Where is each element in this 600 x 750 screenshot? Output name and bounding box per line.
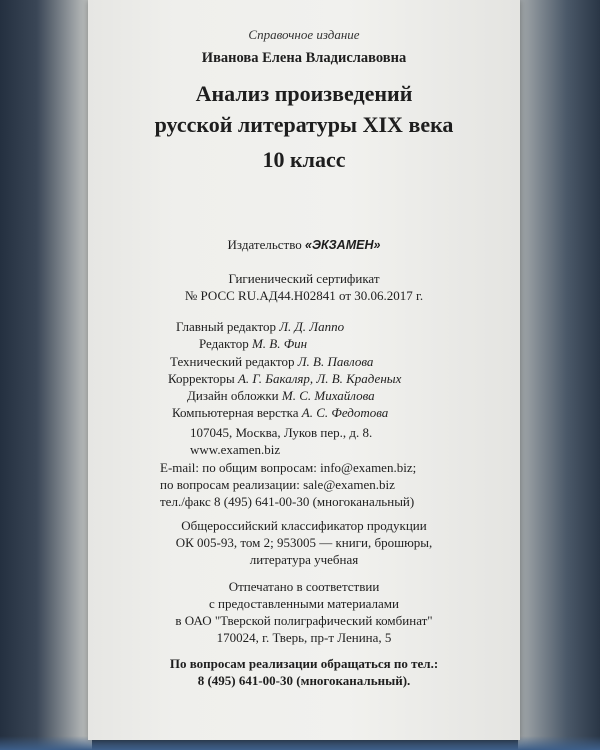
printing-line: Отпечатано в соответствии — [228, 579, 380, 594]
printing-line: 170024, г. Тверь, пр-т Ленина, 5 — [216, 630, 392, 645]
staff-person: М. С. Михайлова — [281, 388, 375, 404]
book-title-line: Анализ произведений — [195, 81, 413, 106]
staff-line — [170, 353, 401, 370]
publisher-name: «ЭКЗАМЕН» — [305, 238, 381, 252]
classifier-line: Общероссийский классификатор продукции — [181, 518, 427, 533]
staff-line — [176, 335, 401, 352]
hygiene-certificate — [88, 270, 520, 304]
book-title — [88, 78, 520, 140]
staff-person: М. В. Фин — [251, 336, 308, 352]
staff-role: Компьютерная верстка — [172, 405, 299, 421]
grade-label: 10 класс — [262, 147, 346, 172]
staff-person: Л. В. Павлова — [297, 353, 374, 369]
staff-role: Главный редактор — [176, 319, 276, 334]
sales-line: По вопросам реализации обращаться по тел.: — [169, 656, 439, 671]
contact-phone: тел./факс 8 (495) 641-00-30 (многоканальный) — [160, 494, 415, 510]
sales-contact-note — [88, 655, 520, 689]
staff-line — [176, 387, 401, 404]
right-page-edge — [518, 0, 600, 750]
staff-credits — [168, 318, 402, 422]
publisher-prefix: Издательство — [227, 237, 302, 252]
left-background — [0, 0, 92, 750]
printing-info — [88, 578, 520, 646]
imprint-page — [88, 0, 520, 740]
product-classifier — [88, 517, 520, 568]
book-title-line: русской литературы XIX века — [154, 112, 454, 137]
printing-line: в ОАО "Тверской полиграфический комбинат" — [175, 613, 433, 628]
contact-address: 107045, Москва, Луков пер., д. 8. — [190, 425, 373, 440]
contact-email-general: E-mail: по общим вопросам: info@examen.biz; — [160, 459, 417, 475]
staff-role: Корректоры — [168, 370, 235, 386]
staff-line — [176, 318, 401, 335]
classifier-line: ОК 005-93, том 2; 953005 — книги, брошюры, — [175, 535, 433, 550]
edition-type: Справочное издание — [248, 27, 360, 42]
contact-email-sales: по вопросам реализации: sale@examen.biz — [160, 476, 395, 492]
staff-role: Дизайн обложки — [187, 388, 279, 404]
classifier-line: литература учебная — [249, 552, 359, 567]
staff-person: А. С. Федотова — [301, 405, 389, 421]
certificate-number: № РОСС RU.АД44.Н02841 от 30.06.2017 г. — [184, 288, 424, 303]
certificate-label: Гигиенический сертификат — [228, 271, 380, 286]
printing-line: с предоставленными материалами — [208, 596, 399, 611]
staff-role: Редактор — [199, 336, 249, 352]
staff-line — [168, 370, 401, 387]
contact-website: www.examen.biz — [190, 442, 281, 458]
publisher-contacts — [160, 424, 417, 510]
publisher-line — [88, 237, 520, 253]
staff-person: Л. Д. Лаппо — [279, 319, 345, 334]
sales-line: 8 (495) 641-00-30 (многоканальный). — [197, 673, 411, 688]
staff-person: А. Г. Бакаляр, Л. В. Краденых — [237, 370, 402, 386]
author-name: Иванова Елена Владиславовна — [201, 50, 407, 66]
staff-line — [172, 404, 401, 421]
staff-role: Технический редактор — [170, 353, 295, 369]
